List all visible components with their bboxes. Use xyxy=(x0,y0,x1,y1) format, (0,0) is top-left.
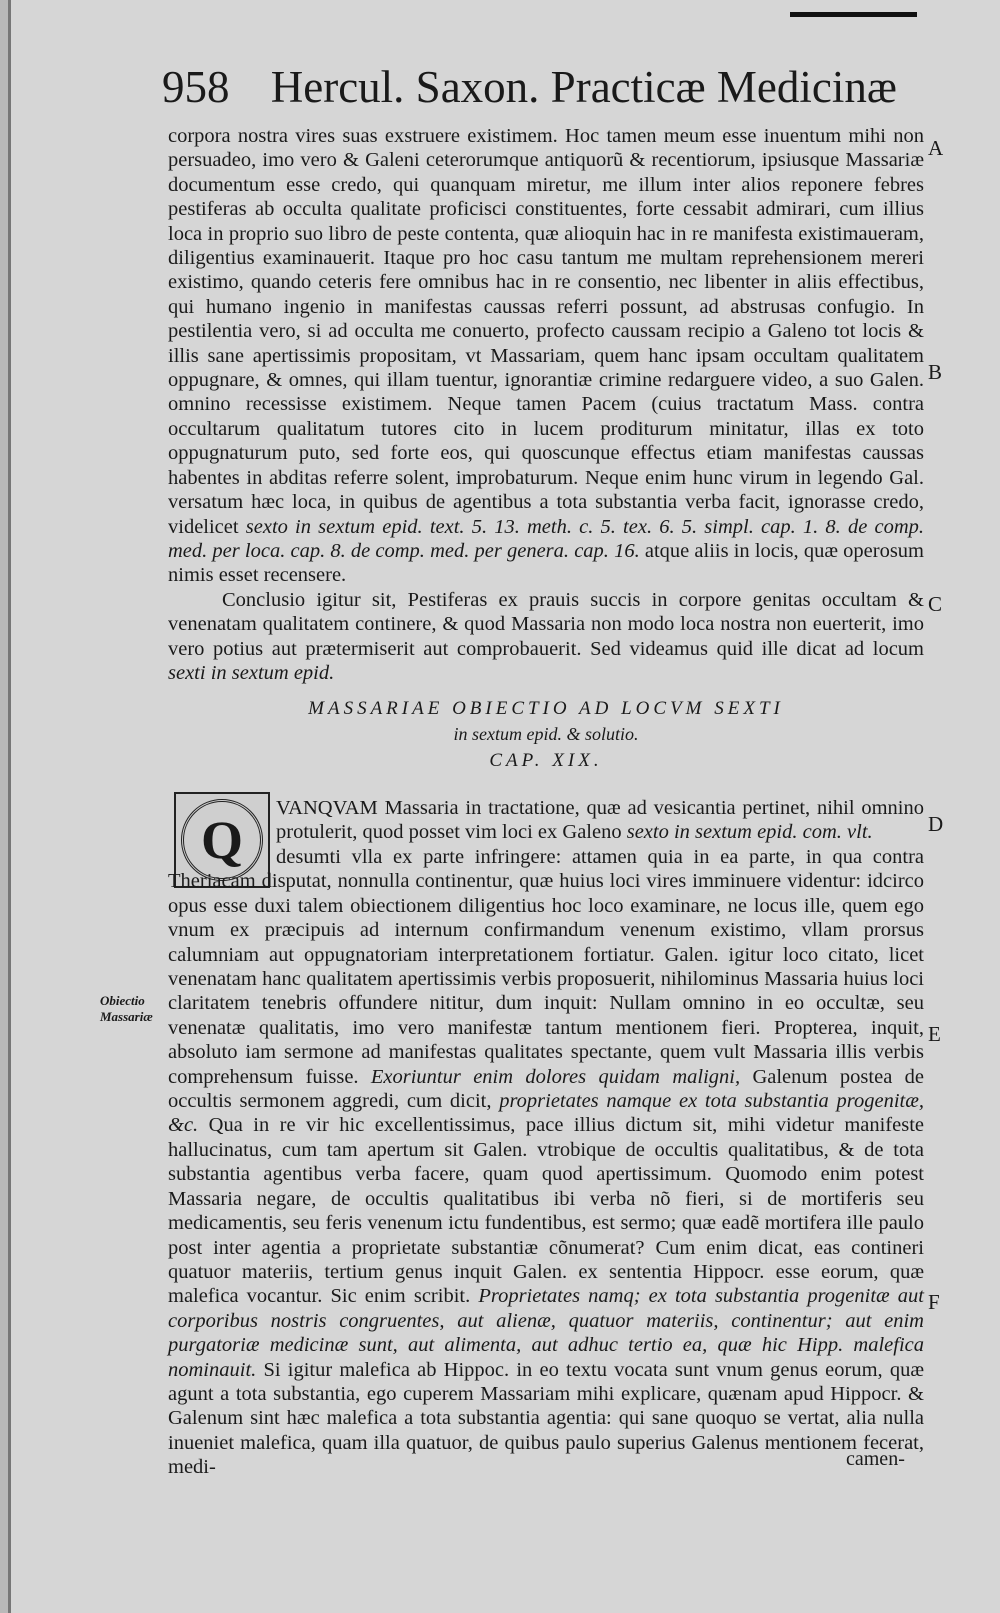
citation: sexti in sextum epid. xyxy=(168,661,335,684)
chapter-subtitle: in sextum epid. & solutio. xyxy=(453,724,639,744)
margin-letter-b: B xyxy=(928,360,943,384)
side-note: Obiectio Massariæ xyxy=(100,993,153,1024)
paragraph-text: corpora nostra vires suas exstruere existimem. Hoc tamen meum esse inuentum mihi non persuadeo, imo vero & Galeni ceterorumque antiquorũ & recentiorum, ipsiusque Massariæ documentum esse credo, qui quanquam miretur, me illum inter alios reponere febres pestiferas ab occulta qualitate proficisci constituentes, forte cessabit admirari, cum illius loca in proprio suo libro de peste contenta, quæ alioquin hac in re manifesta existimaueram, diligentius examinauerit. Itaque pro hoc casu tantum me multam reprehensionem mereri existimo, quando ceteris fere omnibus hac in re consentio, nec libenter in aliis effectibus, qui humano ingenio in manifestas caussas referri possunt, ad abstrusas confugio. In pestilentia vero, si ad occulta me conuerto, profecto caussam recipio a Galeno tot locis & illis sane apertissimis propositam, vt Massariam, quem hanc ipsam occultam qualitatem oppugnare, & omnes, qui illam tuentur, ignorantiæ crimine redarguere video, a suo Galen. omnino recessisse existimem. Neque tamen Pacem (cuius tractatum Mass. contra occultarum qualitatum tutores cito in lucem proditurum minitatur, illas ex toto oppugnaturum puto, sed forte eos, qui quoscunque effectus etiam manifestas caussas habentes in abditas referre solent, improbaturum. Neque enim hunc virum in legendo Gal. versatum hæc loca, in quibus de agentibus a tota substantia verba facit, ignorasse credo, videlicet xyxy=(168,125,924,538)
top-rule xyxy=(790,12,917,17)
paragraph xyxy=(168,845,924,1480)
paragraph-text: Qua in re vir hic excellentissimus, pace illius dictum sit, mihi videtur manifeste hallucinatus, cum tam apertum sit Galen. vtrobique de occultis qualitatibus, & de tota substantia agentibus verba facere, quam quod apertissimum. Quomodo enim potest Massaria negare, de occultis qualitatibus ibi verba nõ fieri, si de mortiferis seu medicamentis, seu feris venenum ictu fundentibus, est sermo; quæ eadẽ mortifera ille paulo post inter agentia a proprietate substantiæ cõnumerat? Cum enim dicat, eas contineri quatuor materiis, tertium genus inquit Galen. ex sententia Hippocr. esse eorum, quæ malefica vocantur. Sic enim scribit. xyxy=(168,1114,925,1308)
citation: sexto in sextum epid. com. vlt. xyxy=(626,821,873,844)
paragraph-text: desumti vlla ex parte infringere: attamen quia in ea parte, in qua contra Theriacam disputat, nonnulla continentur, quæ huius loci vires imminuere videntur: idcirco opus esse duxi talem obiectionem diligentius hoc loco examinare, ne locus ille, quem ego vnum ex præcipuis ad internum confirmandum venenum existimo, vllam prorsus calumniam aut oppugnatoriam interpretationem fortiatur. Galen. igitur loco citato, licet venenatam hanc qualitatem apertissimis verbis proposuerit, nihilominus Massaria huius loci claritatem tenebris offundere nititur, dum inquit: Nullam omnino in eo occultæ, seu venenatæ qualitatis, imo vero manifestæ tantum mentionem fieri. Propterea, inquit, absoluto iam sermone ad manifestas qualitates spectante, quem vult Massaria illis verbis comprehensum fuisse. xyxy=(168,846,924,1088)
page-edge xyxy=(0,0,8,1613)
paragraph-text: Galenum postea de occultis sermonem aggredi, cum dicit, xyxy=(168,1065,924,1113)
chapter-title: MASSARIAE OBIECTIO AD LOCVM SEXTI xyxy=(308,698,784,719)
margin-letter-a: A xyxy=(928,136,944,160)
paragraph xyxy=(168,124,924,588)
paragraph-text: VANQVAM Massaria in tractatione, quæ ad vesicantia pertinet, nihil omnino protulerit, quod posset vim loci ex Galeno xyxy=(276,797,924,844)
citation-list: sexto in sextum epid. text. 5. 13. meth. c. 5. tex. 6. 5. simpl. cap. 1. 8. de comp. med. per loca. cap. 8. de comp. med. per genera. cap. 16. xyxy=(168,515,925,562)
margin-letter-f: F xyxy=(928,1290,940,1314)
quotation: proprietates namque ex tota substantia progenitæ, &c. xyxy=(168,1090,925,1137)
page-number: 958 xyxy=(162,62,230,112)
quotation: Exoriuntur enim dolores quidam maligni, xyxy=(370,1065,741,1088)
initial-letter: Q xyxy=(181,799,263,881)
margin-letter-d: D xyxy=(928,812,944,836)
chapter-number: CAP. XIX. xyxy=(489,750,603,771)
paragraph-text: atque aliis in locis, quæ operosum nimis esset recensere. xyxy=(168,539,924,587)
binding-shadow xyxy=(8,0,11,1613)
section-text-1 xyxy=(168,124,924,685)
running-title: Hercul. Saxon. Practicæ Medicinæ xyxy=(270,62,897,112)
paragraph-text: Conclusio igitur sit, Pestiferas ex prauis succis in corpore genitas occultam & venenatam qualitatem continere, & quod Massaria non modo loca nostra non euerterit, imo vero potius aut prætermiserit aut comprobauerit. Sed videamus quid ille dicat ad locum xyxy=(168,588,924,660)
section-text-2 xyxy=(276,796,924,845)
paragraph xyxy=(168,588,924,686)
paragraph-text: Si igitur malefica ab Hippoc. in eo textu vocata sunt vnum genus eorum, quæ agunt a tota substantia, ego cuperem Massariam mihi explicare, quænam apud Hippocr. & Galenum sint hæc malefica a tota substantia agentia: qui sane quoquo se vertat, alia nulla inueniet malefica, quam illa quatuor, de quibus paulo superius Galenus mentionem fecerat, medi- xyxy=(168,1358,924,1479)
margin-letter-c: C xyxy=(928,592,943,616)
section-text-3 xyxy=(168,845,924,1480)
catchword: camen- xyxy=(846,1448,905,1470)
quotation: Proprietates namq; ex tota substantia progenitæ aut corporibus nostris congruentes, aut alienæ, quatuor materiis, continentur; aut enim purgatoriæ medicinæ sunt, aut alimenta, aut adhuc tertio ea, quæ hic Hipp. malefica nominauit. xyxy=(168,1285,925,1381)
margin-letter-e: E xyxy=(928,1022,941,1046)
chapter-subtitle-row xyxy=(168,722,924,747)
running-header xyxy=(162,62,922,112)
